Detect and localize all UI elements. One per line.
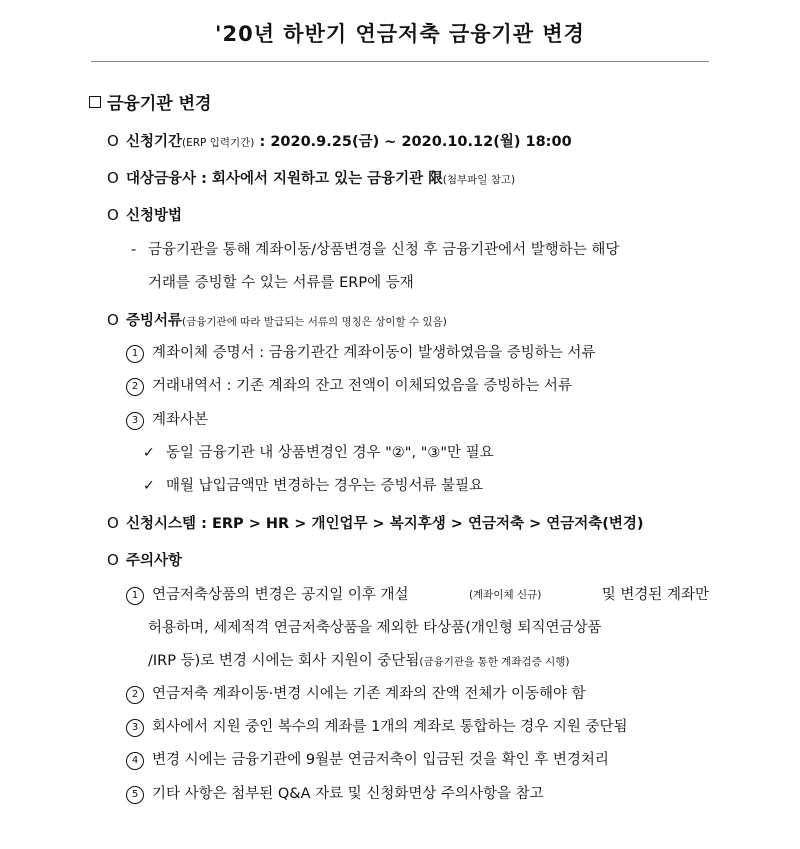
notes-item-1-line-2: 허용하며, 세제적격 연금저축상품을 제외한 타상품(개인형 퇴직연금상품 [148, 620, 602, 636]
notes-item-1-line-3 [148, 651, 569, 672]
docs-item-1: 계좌이체 증명서 : 금융기관간 계좌이동이 발생하였음을 증빙하는 서류 [152, 345, 596, 361]
period-label: 신청기간 [126, 134, 183, 150]
check-icon: ✓ [143, 478, 155, 494]
circled-number: 5 [126, 786, 144, 804]
title-divider [91, 61, 709, 62]
section-heading [89, 89, 211, 114]
notes-item-1-line-3-sub: (금융기관을 통한 계좌검증 시행) [419, 656, 570, 668]
method-dash: - [131, 242, 137, 258]
institution-note: (첨부파일 참고) [442, 174, 516, 186]
section-heading-text: 금융기관 변경 [107, 94, 212, 114]
notes-item-3: 회사에서 지원 중인 복수의 계좌를 1개의 계좌로 통합하는 경우 지원 중단됨 [152, 719, 628, 735]
check-icon: ✓ [143, 445, 155, 461]
docs-check-2: 매월 납입금액만 변경하는 경우는 증빙서류 불필요 [166, 478, 484, 494]
docs-item-3: 계좌사본 [152, 412, 209, 428]
system-path: ERP > HR > 개인업무 > 복지후생 > 연금저축 > 연금저축(변경) [211, 516, 644, 532]
bullet-marker: O [107, 206, 119, 224]
bullet-marker: O [107, 551, 119, 569]
docs-check-1: 동일 금융기관 내 상품변경인 경우 "②", "③"만 필요 [166, 445, 494, 461]
bullet-marker: O [107, 514, 119, 532]
circled-number: 3 [126, 412, 144, 430]
notes-item-1-line-3a: /IRP 등)로 변경 시에는 회사 지원이 중단됨 [148, 653, 420, 669]
bullet-marker: O [107, 311, 119, 329]
circled-number: 1 [126, 587, 144, 605]
docs-label: 증빙서류 [126, 313, 183, 329]
checkbox-square-icon [89, 96, 101, 108]
notes-item-1-sub: (계좌이체 신규) [468, 589, 542, 601]
notes-item-1b: 및 변경된 계좌만 [601, 587, 709, 603]
system-line [126, 514, 644, 534]
method-line-1: 금융기관을 통해 계좌이동/상품변경을 신청 후 금융기관에서 발행하는 해당 [148, 242, 620, 258]
notes-item-5: 기타 사항은 첨부된 Q&A 자료 및 신청화면상 주의사항을 참고 [152, 786, 544, 802]
period-line [126, 132, 572, 153]
period-value: 2020.9.25(금) ~ 2020.10.12(월) 18:00 [270, 134, 572, 150]
period-sep: : [254, 134, 271, 150]
method-label: 신청방법 [126, 208, 183, 224]
bullet-marker: O [107, 169, 119, 187]
notes-item-4: 변경 시에는 금융기관에 9월분 연금저축이 입금된 것을 확인 후 변경처리 [152, 752, 609, 768]
notes-item-2: 연금저축 계좌이동·변경 시에는 기존 계좌의 잔액 전체가 이동해야 함 [152, 686, 586, 702]
docs-note: (금융기관에 따라 발급되는 서류의 명칭은 상이할 수 있음) [182, 316, 447, 328]
institution-label: 대상금융사 : 회사에서 지원하고 있는 금융기관 限 [126, 171, 443, 187]
bullet-marker: O [107, 132, 119, 150]
docs-line [126, 311, 447, 332]
method-line-2: 거래를 증빙할 수 있는 서류를 ERP에 등재 [148, 275, 414, 291]
notes-item-1-line-1 [152, 585, 709, 605]
circled-number: 1 [126, 345, 144, 363]
docs-item-2: 거래내역서 : 기존 계좌의 잔고 전액이 이체되었음을 증빙하는 서류 [152, 378, 572, 394]
notes-item-1a: 연금저축상품의 변경은 공지일 이후 개설 [152, 587, 409, 603]
institution-line [126, 169, 515, 190]
system-label: 신청시스템 [126, 516, 197, 532]
circled-number: 3 [126, 719, 144, 737]
notes-label: 주의사항 [126, 553, 183, 569]
page-title: '20년 하반기 연금저축 금융기관 변경 [215, 22, 585, 46]
circled-number: 2 [126, 686, 144, 704]
system-sep: : [196, 516, 212, 532]
circled-number: 2 [126, 378, 144, 396]
period-label-sub: (ERP 입력기간) [182, 137, 255, 149]
circled-number: 4 [126, 752, 144, 770]
